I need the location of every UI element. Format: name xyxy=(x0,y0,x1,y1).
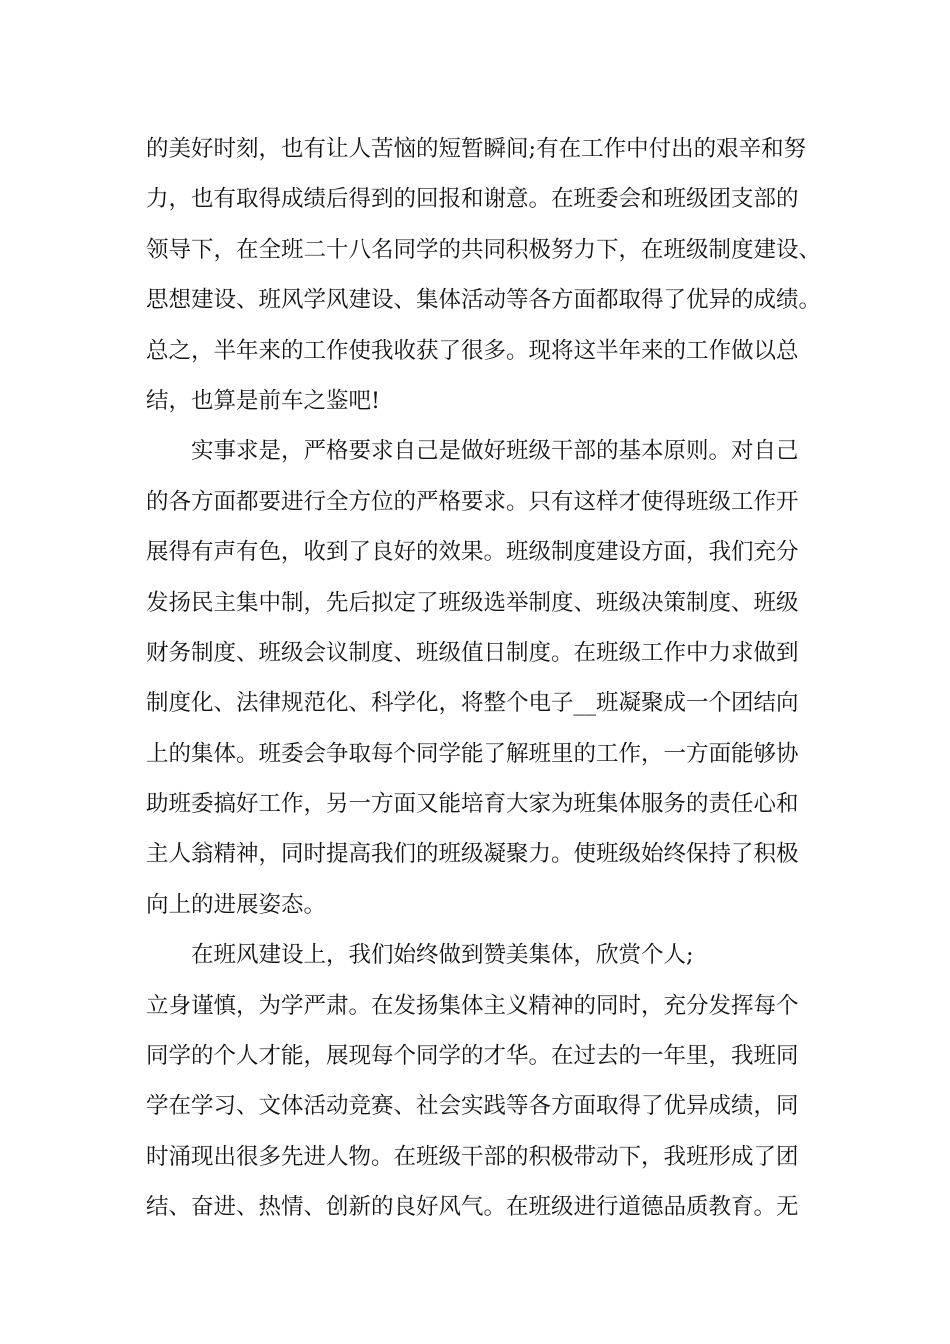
paragraph-2 xyxy=(146,426,846,930)
document-body xyxy=(146,124,846,1233)
text-line: 发扬民主集中制，先后拟定了班级选举制度、班级决策制度、班级 xyxy=(146,589,799,616)
text-line: 学在学习、文体活动竞赛、社会实践等各方面取得了优异成绩，同 xyxy=(146,1093,799,1120)
text-line: 时涌现出很多先进人物。在班级干部的积极带动下，我班形成了团 xyxy=(146,1143,799,1170)
text-line: 展得有声有色，收到了良好的效果。班级制度建设方面，我们充分 xyxy=(146,539,799,566)
text-line: 同学的个人才能，展现每个同学的才华。在过去的一年里，我班同 xyxy=(146,1043,799,1070)
text-line: 实事求是，严格要求自己是做好班级干部的基本原则。对自己 xyxy=(191,438,799,465)
text-line: 制度化、法律规范化、科学化，将整个电子__班凝聚成一个团结向 xyxy=(146,690,799,717)
text-line: 立身谨慎，为学严肃。在发扬集体主义精神的同时，充分发挥每个 xyxy=(146,992,799,1019)
text-line: 财务制度、班级会议制度、班级值日制度。在班级工作中力求做到 xyxy=(146,639,799,666)
text-line: 的各方面都要进行全方位的严格要求。只有这样才使得班级工作开 xyxy=(146,488,799,515)
text-line: 向上的进展姿态。 xyxy=(146,891,327,918)
text-line: 思想建设、班风学风建设、集体活动等各方面都取得了优异的成绩。 xyxy=(146,287,822,314)
text-line: 力，也有取得成绩后得到的回报和谢意。在班委会和班级团支部的 xyxy=(146,186,799,213)
text-line: 助班委搞好工作，另一方面又能培育大家为班集体服务的责任心和 xyxy=(146,791,799,818)
text-line: 在班风建设上，我们始终做到赞美集体，欣赏个人; xyxy=(191,942,694,969)
text-line: 结、奋进、热情、创新的良好风气。在班级进行道德品质教育。无 xyxy=(146,1194,799,1221)
text-line: 的美好时刻，也有让人苦恼的短暂瞬间;有在工作中付出的艰辛和努 xyxy=(146,136,807,162)
paragraph-1 xyxy=(146,124,846,426)
text-line: 领导下，在全班二十八名同学的共同积极努力下，在班级制度建设、 xyxy=(146,236,822,263)
text-line: 结，也算是前车之鉴吧! xyxy=(146,387,381,414)
text-line: 主人翁精神，同时提高我们的班级凝聚力。使班级始终保持了积极 xyxy=(146,841,799,868)
paragraph-3 xyxy=(146,930,846,1232)
text-line: 总之，半年来的工作使我收获了很多。现将这半年来的工作做以总 xyxy=(146,337,799,364)
text-line: 上的集体。班委会争取每个同学能了解班里的工作，一方面能够协 xyxy=(146,740,799,767)
